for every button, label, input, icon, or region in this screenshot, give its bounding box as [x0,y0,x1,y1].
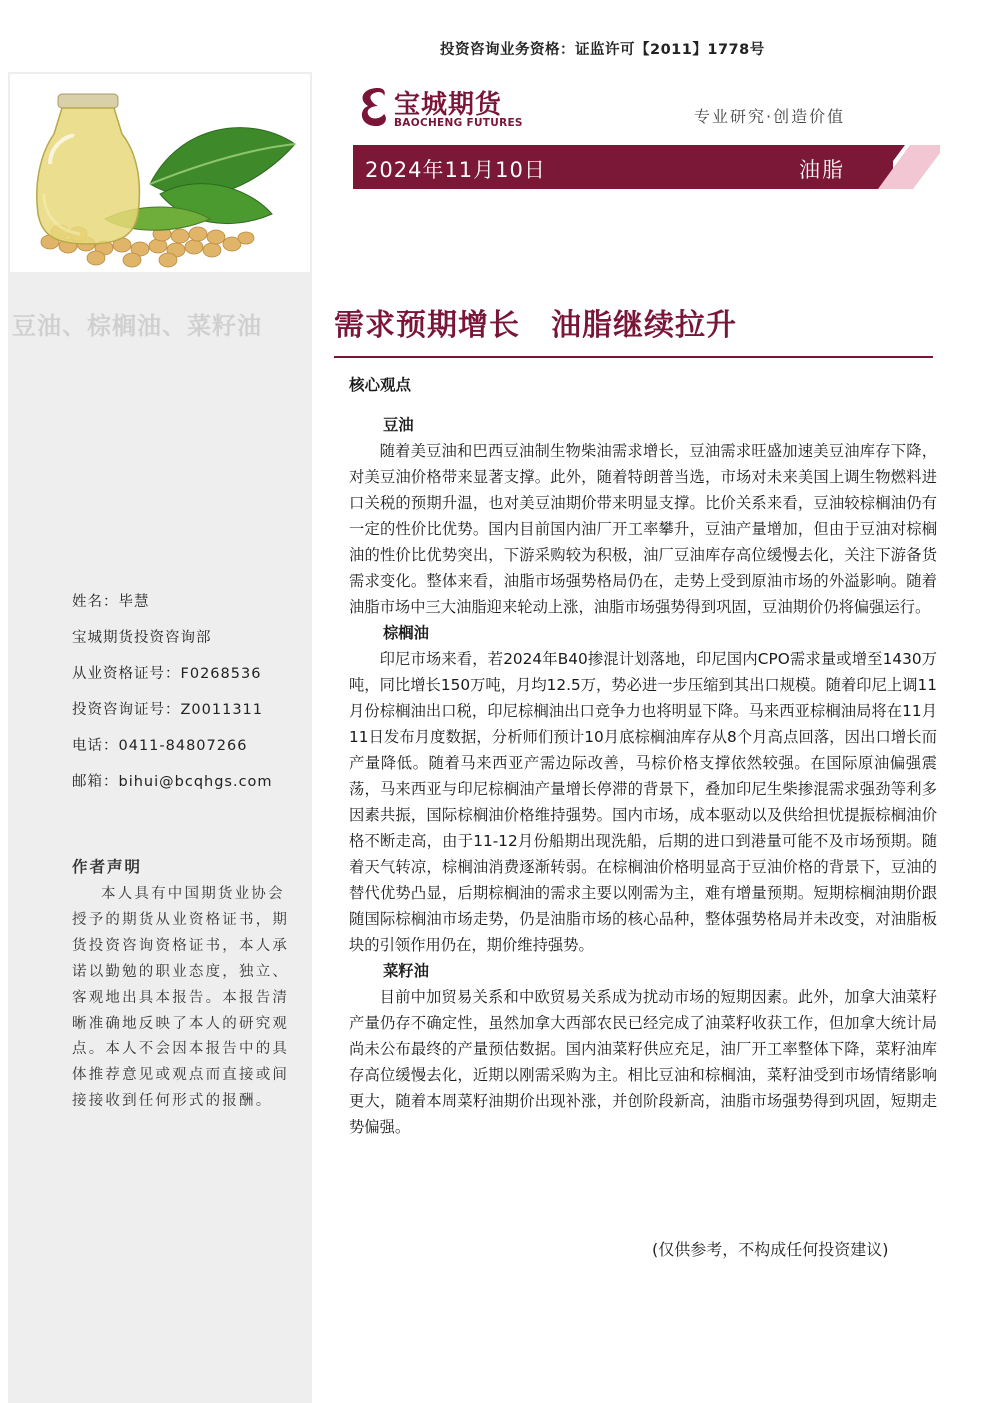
qualification-number: 从业资格证号：F0268536 [72,666,262,682]
logo-chinese-name: 宝城期货 [394,90,503,120]
company-logo [356,84,526,132]
phone-number: 电话：0411-84807266 [72,738,248,754]
section-heading-rapeseed-oil: 菜籽油 [383,962,429,980]
section-text-soybean-oil: 随着美豆油和巴西豆油制生物柴油需求增长，豆油需求旺盛加速美豆油库存下降，对美豆油价格带来显著支撑。此外，随着特朗普当选，市场对未来美国上调生物燃料进口关税的预期升温，也对美豆油期价带来明显支撑。比价关系来看，豆油较棕榈油仍有一定的性价比优势。国内目前国内油厂开工率攀升，豆油产量增加，但由于豆油对棕榈油的性价比优势突出，下游采购较为积极，油厂豆油库存高位缓慢去化，关注下游备货需求变化。整体来看，油脂市场强势格局仍在，走势上受到原油市场的外溢影响。随着油脂市场中三大油脂迎来轮动上涨，油脂市场强势得到巩固，豆油期价仍将偏强运行。 [349,442,937,616]
logo-english-name: BAOCHENG FUTURES [394,117,523,129]
email-address: 邮箱：bihui@bcqhgs.com [72,774,273,790]
slogan: 专业研究·创造价值 [694,107,846,126]
license-statement: 投资咨询业务资格：证监许可【2011】1778号 [440,42,765,58]
author-statement: 本人具有中国期货业协会授予的期货从业资格证书，期货投资咨询资格证书，本人承诺以勤勉的职业态度，独立、客观地出具本报告。本报告清晰准确地反映了本人的研究观点。本人不会因本报告中的具体推荐意见或观点而直接或间接接收到任何形式的报酬。 [72,886,290,1110]
hero-image [10,74,310,272]
consulting-number: 投资咨询证号：Z0011311 [72,702,264,718]
soybean-oil-illustration [10,74,310,272]
section-heading-palm-oil: 棕榈油 [383,624,429,642]
analyst-department: 宝城期货投资咨询部 [72,630,212,646]
page-title: 需求预期增长 油脂继续拉升 [334,308,737,343]
author-statement-title: 作者声明 [72,858,143,876]
baocheng-emblem-icon [356,84,390,130]
disclaimer: (仅供参考，不构成任何投资建议) [652,1240,889,1259]
section-text-palm-oil: 印尼市场来看，若2024年B40掺混计划落地，印尼国内CPO需求量或增至1430万吨，同比增长150万吨，月均12.5万，势必进一步压缩到其出口规模。随着印尼上调11月份棕榈油出口税，印尼棕榈油出口竞争力也将明显下降。马来西亚棕榈油局将在11月11日发布月度数据，分析师们预计10月底棕榈油库存从8个月高点回落，因出口增长而产量降低。随着马来西亚产需边际改善，马棕价格支撑依然较强。在国际原油偏强震荡，马来西亚与印尼棕榈油产量增长停滞的背景下，叠加印尼生柴掺混需求强劲等利多因素共振，国际棕榈油价格维持强势。国内市场，成本驱动以及供给担忧提振棕榈油价格不断走高，由于11-12月份船期出现洗船，后期的进口到港量可能不及市场预期。随着天气转凉，棕榈油消费逐渐转弱。在棕榈油价格明显高于豆油价格的背景下，豆油的替代优势凸显，后期棕榈油的需求主要以刚需为主，难有增量预期。短期棕榈油期价跟随国际棕榈油市场走势，仍是油脂市场的核心品种，整体强势格局并未改变，对油脂板块的引领作用仍在，期价维持强势。 [349,650,937,954]
section-heading-soybean-oil: 豆油 [383,416,414,434]
sidebar-product-title: 豆油、棕榈油、菜籽油 [12,312,262,340]
report-category: 油脂 [799,158,845,182]
analyst-name: 姓名：毕慧 [72,594,150,610]
core-view-heading: 核心观点 [349,376,412,394]
report-date: 2024年11月10日 [365,158,546,182]
section-text-rapeseed-oil: 目前中加贸易关系和中欧贸易关系成为扰动市场的短期因素。此外，加拿大油菜籽产量仍存不确定性，虽然加拿大西部农民已经完成了油菜籽收获工作，但加拿大统计局尚未公布最终的产量预估数据。国内油菜籽供应充足，油厂开工率整体下降，菜籽油库存高位缓慢去化，近期以刚需采购为主。相比豆油和棕榈油，菜籽油受到市场情绪影响更大，随着本周菜籽油期价出现补涨，并创阶段新高，油脂市场强势得到巩固，短期走势偏强。 [349,988,937,1136]
title-divider [334,356,933,358]
date-banner [353,145,893,189]
report-body [349,412,937,1140]
analyst-contact [72,584,308,800]
banner-stripes [860,145,940,189]
